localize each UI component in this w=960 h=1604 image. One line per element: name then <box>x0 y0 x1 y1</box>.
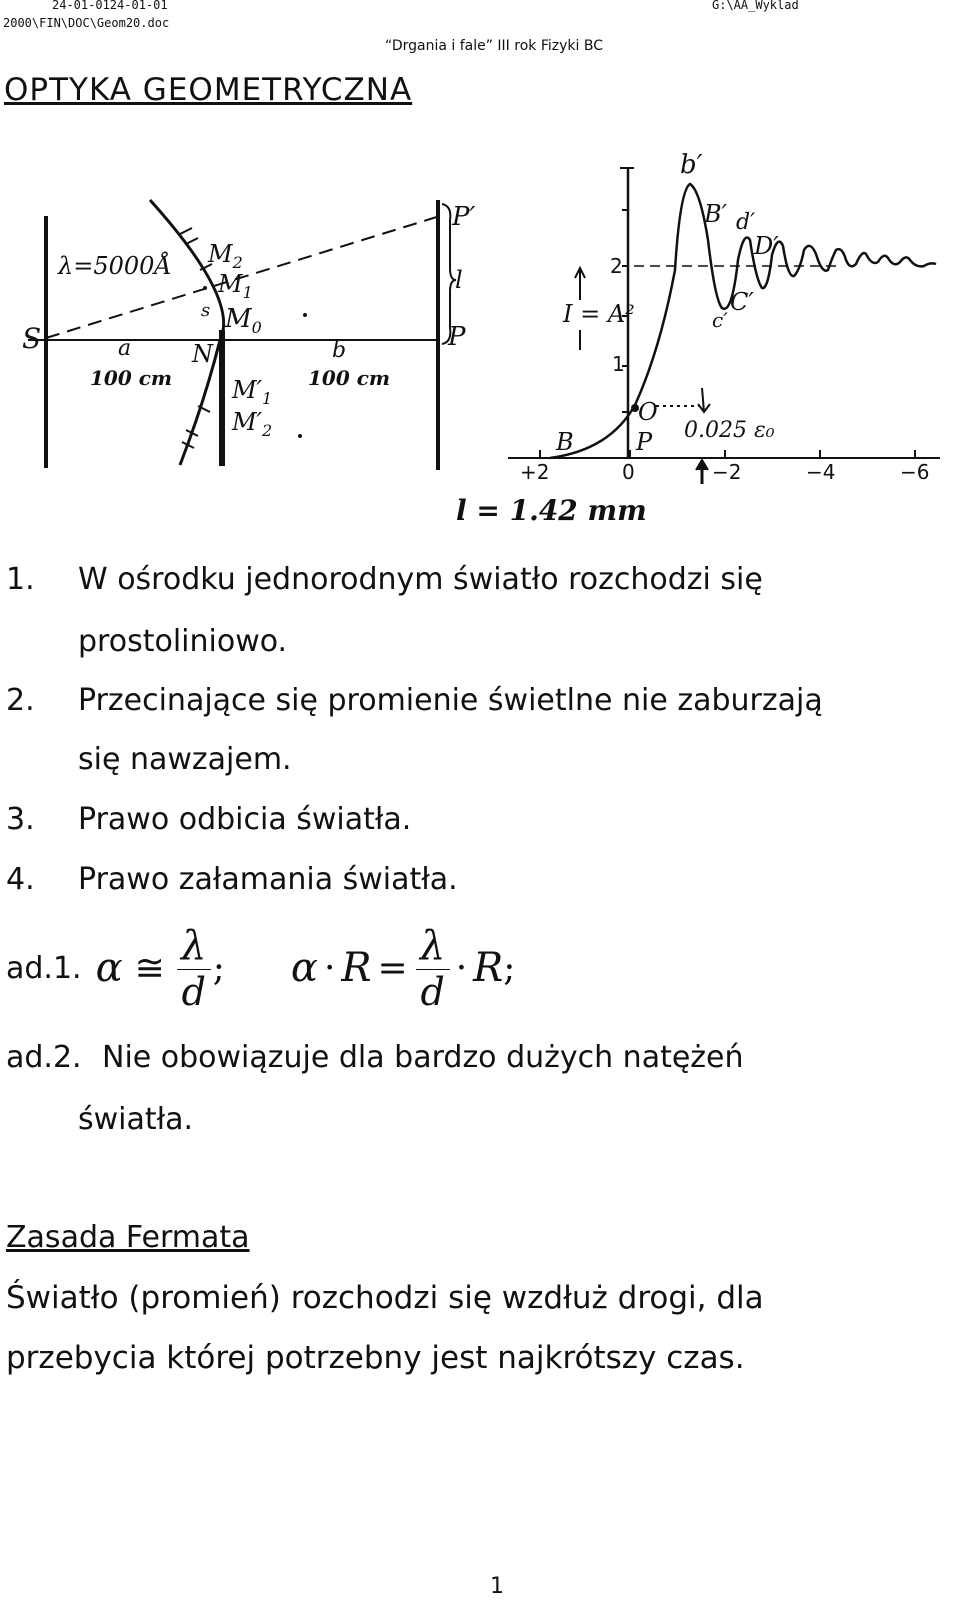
point-label-o: O <box>638 398 658 426</box>
fraction-2-denominator: d <box>420 969 445 1014</box>
formula-equals: = <box>377 947 408 989</box>
distance-b-value: 100 cm <box>308 366 391 390</box>
page-title: OPTYKA GEOMETRYCZNA <box>4 72 413 108</box>
y-axis-label: I = A² <box>563 300 635 328</box>
m2p-subscript: 2 <box>262 420 273 440</box>
fermat-heading: Zasada Fermata <box>6 1220 250 1255</box>
distance-label-b: b <box>332 338 347 363</box>
o-value-label: 0.025 ɛ₀ <box>684 418 775 443</box>
m2-letter: M <box>208 240 233 268</box>
header-file-path: 2000\FIN\DOC\Geom20.doc <box>3 16 170 30</box>
header-date-code: 24-01-0124-01-01 <box>52 0 168 12</box>
figure-caption: l = 1.42 mm <box>456 494 647 527</box>
m2-subscript: 2 <box>232 252 243 272</box>
peak-label-B-prime: B′ <box>704 200 728 228</box>
m1p-letter: M′ <box>232 376 263 404</box>
formula-approx: ≅ <box>134 947 165 989</box>
label-s-small: s <box>201 300 211 321</box>
ad2-label: ad.2. <box>6 1040 82 1075</box>
point-label-m2-prime <box>232 408 272 440</box>
trough-label-C-prime: C′ <box>730 288 754 316</box>
point-label-p-prime: P′ <box>452 202 476 232</box>
x-tick-minus2: −2 <box>712 460 742 484</box>
distance-label-a: a <box>118 336 132 361</box>
page-number: 1 <box>490 1574 504 1599</box>
formula-label: ad.1. <box>6 950 82 986</box>
ad2-line-1: Nie obowiązuje dla bardzo dużych natężeń <box>102 1040 744 1075</box>
point-label-p-right: P <box>636 428 653 456</box>
x-tick-plus2: +2 <box>520 460 550 484</box>
x-tick-0: 0 <box>622 460 635 484</box>
source-label-s: S <box>22 322 42 355</box>
formula-row <box>6 918 515 1018</box>
y-tick-2: 2 <box>610 254 623 278</box>
peak-label-d-prime: d′ <box>736 210 756 235</box>
formula-fraction-2 <box>416 923 450 1014</box>
formula-semicolon-2: ; <box>503 947 516 989</box>
formula-dot-2: · <box>455 947 468 989</box>
formula-alpha-1: α <box>95 945 123 991</box>
formula-alpha-2: α <box>290 945 318 991</box>
point-label-m1-prime <box>232 376 272 408</box>
list-item-3: Prawo odbicia światła. <box>78 802 412 837</box>
lambda-label: λ=5000Å <box>58 252 172 280</box>
header-folder: G:\AA_Wyklad <box>712 0 799 12</box>
distance-a-value: 100 cm <box>90 366 173 390</box>
list-item-1-line-2: prostoliniowo. <box>78 624 288 659</box>
ad2-line-2: światła. <box>78 1102 194 1137</box>
header-course: “Drgania i fale” III rok Fizyki BC <box>385 38 603 54</box>
point-label-m1 <box>218 270 253 302</box>
point-label-p: P <box>448 322 466 352</box>
m1p-subscript: 1 <box>262 388 273 408</box>
m1-subscript: 1 <box>242 282 253 302</box>
point-label-m2 <box>208 240 243 272</box>
list-num-3: 3. <box>6 802 35 837</box>
list-item-2-line-2: się nawzajem. <box>78 742 292 777</box>
list-num-2: 2. <box>6 683 35 718</box>
point-label-b: B <box>556 428 574 456</box>
formula-fraction-1 <box>177 923 211 1014</box>
formula-r-1: R <box>341 945 372 991</box>
list-item-2-line-1: Przecinające się promienie świetlne nie zaburzają <box>78 683 823 718</box>
m0-subscript: 0 <box>251 318 262 338</box>
x-tick-minus4: −4 <box>806 460 836 484</box>
fraction-2-numerator: λ <box>420 922 446 969</box>
fermat-line-2: przebycia której potrzebny jest najkrótszy czas. <box>6 1340 745 1376</box>
label-l: l <box>455 266 463 294</box>
m1-letter: M <box>218 270 243 298</box>
formula-r-2: R <box>473 945 504 991</box>
point-label-m0 <box>225 304 262 337</box>
fermat-line-1: Światło (promień) rozchodzi się wzdłuż drogi, dla <box>6 1280 764 1316</box>
list-num-1: 1. <box>6 562 35 597</box>
fraction-1-denominator: d <box>181 969 206 1014</box>
m2p-letter: M′ <box>232 408 263 436</box>
formula-semicolon-1: ; <box>212 947 225 989</box>
list-num-4: 4. <box>6 862 35 897</box>
m0-letter: M <box>225 304 252 334</box>
y-tick-1: 1 <box>612 352 625 376</box>
formula-dot-1: · <box>323 947 336 989</box>
fraction-1-numerator: λ <box>181 922 207 969</box>
x-tick-minus6: −6 <box>900 460 930 484</box>
trough-label-c-prime: c′ <box>712 308 728 332</box>
list-item-4: Prawo załamania światła. <box>78 862 458 897</box>
point-label-n: N <box>192 340 213 368</box>
peak-label-b-prime: b′ <box>680 150 703 180</box>
list-item-1-line-1: W ośrodku jednorodnym światło rozchodzi się <box>78 562 763 597</box>
peak-label-D-prime: D′ <box>754 232 779 260</box>
